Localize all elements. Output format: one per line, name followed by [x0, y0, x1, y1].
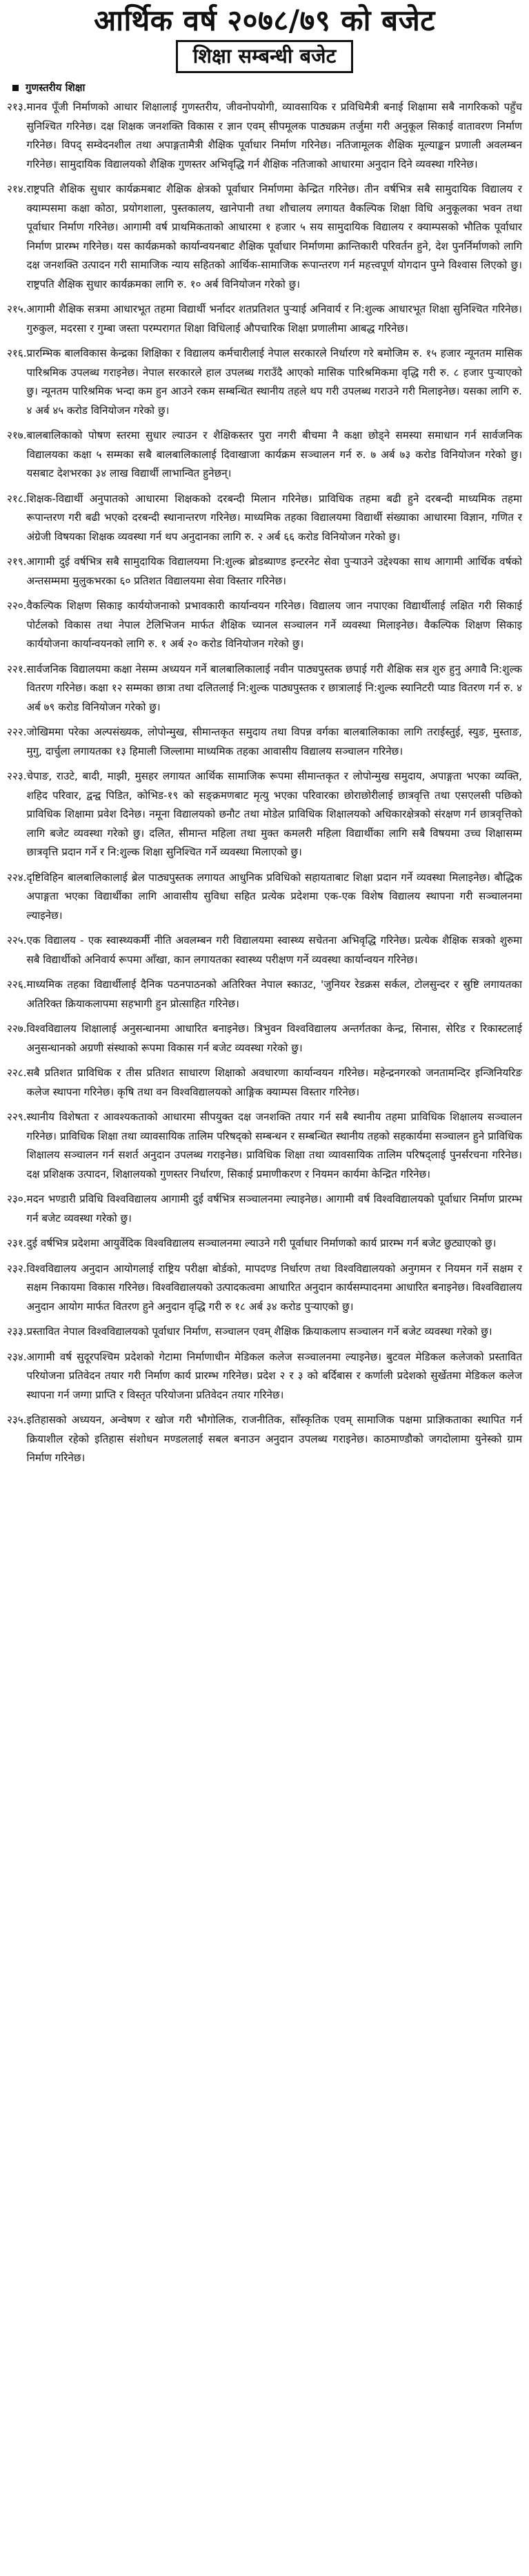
- item-text: बालबालिकाको पोषण स्तरमा सुधार ल्याउन र शैक्षिकस्तर पुरा नगरी बीचमा नै कक्षा छोड्ने समस्या समाधान गर्न सार्वजनिक विद्यालयका कक्षा ५ सम्मका सबै बालबालिकालाई दिवाखाजा कार्यक्रम सञ्चालन गर्न रु. ७ अर्ब ७३ करोड विनियोजन गरेको छु। यसबाट देशभरका ३४ लाख विद्यार्थी लाभान्वित हुनेछन्।: [26, 429, 522, 479]
- budget-item: [7, 300, 522, 338]
- subtitle-wrap: [7, 40, 522, 73]
- budget-item: [7, 1234, 522, 1254]
- item-number: २३०.: [7, 1193, 27, 1205]
- budget-item: [7, 660, 522, 717]
- budget-item: [7, 1411, 522, 1468]
- item-number: २२०.: [7, 600, 27, 612]
- item-text: मदन भण्डारी प्रविधि विश्वविद्यालय आगामी दुई वर्षभित्र सञ्चालनमा ल्याइनेछ। आगामी वर्ष विश्वविद्यालयको पूर्वाधार निर्माण प्रारम्भ गर्न बजेट व्यवस्था गरेको छु।: [26, 1193, 522, 1225]
- budget-item: [7, 98, 522, 174]
- item-number: २२१.: [7, 662, 27, 675]
- item-number: २२४.: [7, 871, 27, 884]
- square-bullet-icon: [12, 85, 19, 91]
- budget-item: [7, 553, 522, 591]
- budget-item: [7, 767, 522, 862]
- item-text: एक विद्यालय - एक स्वास्थ्यकर्मी नीति अवलम्बन गरी विद्यालयमा स्वास्थ्य सचेतना अभिवृद्धि गरिनेछ। प्रत्येक शैक्षिक सत्रको शुरुमा सबै विद्यार्थीको अनिवार्य रूपमा आँखा, कान लगायतका स्वास्थ्य परीक्षण गर्ने व्यवस्था कार्यान्वयन गरिनेछ।: [26, 934, 522, 966]
- item-number: २२८.: [7, 1067, 27, 1079]
- item-number: २१७.: [7, 429, 27, 442]
- item-text: दुई वर्षभित्र प्रदेशमा आयुर्वेदिक विश्वविद्यालय सञ्चालनमा ल्याउने गरी पूर्वाधार निर्माणको कार्य प्रारम्भ गर्न बजेट छुट्याएको छु।: [26, 1237, 497, 1249]
- item-text: आगामी वर्ष सुदूरपश्चिम प्रदेशको गेटामा निर्माणाधीन मेडिकल कलेज सञ्चालनमा ल्याइनेछ। बुटवल मेडिकल कलेजको प्रस्तावित परियोजना प्रतिवेदन तयार गरी निर्माण कार्य प्रारम्भ गरिनेछ। प्रदेश २ र ३ को बर्दिबास र कर्णाली प्रदेशको सुर्खेतमा मेडिकल कलेज स्थापना गर्न जग्गा प्राप्ति र विस्तृत परियोजना प्रतिवेदन तयार गरिनेछ।: [26, 1350, 523, 1401]
- item-text: स्थानीय विशेषता र आवश्यकताको आधारमा सीपयुक्त दक्ष जनशक्ति तयार गर्न सबै स्थानीय तहमा प्राविधिक शिक्षालय सञ्चालन गरिनेछ। प्राविधिक शिक्षा तथा व्यावसायिक तालिम परिषद्को सम्बन्धन र सम्बन्धित स्थानीय तहको सहकार्यमा सञ्चालन हुने प्राविधिक शिक्षालय सञ्चालन गर्न सशर्त अनुदान उपलब्ध गराइनेछ। प्राविधिक शिक्षा तथा व्यावसायिक तालिम परिषद्लाई पुनर्संरचना गरिनेछ। दक्ष प्रशिक्षक उत्पादन, शिक्षालयको गुणस्तर निर्धारण, सिकाई प्रमाणीकरण र नियमन कार्यमा केन्द्रित गरिनेछ।: [26, 1111, 522, 1180]
- budget-items-list: [7, 98, 522, 1468]
- item-number: २२५.: [7, 934, 27, 947]
- item-text: प्रारम्भिक बालविकास केन्द्रका शिक्षिका र विद्यालय कर्मचारीलाई नेपाल सरकारले निर्धारण गरे बमोजिम रु. १५ हजार न्यूनतम मासिक पारिश्रमिक उपलब्ध गराइनेछ। नेपाल सरकारले हाल उपलब्ध गराउँदै आएको मासिक पारिश्रमिकमा वृद्धि गरी रु. ८ हजार पुऱ्याएको छु। न्यूनतम पारिश्रमिक भन्दा कम हुन आउने रकम सम्बन्धित स्थानीय तहले थप गरी उपलब्ध गराउने गरी मिलाइनेछ। यसका लागि रु. ४ अर्ब ४५ करोड विनियोजन गरेको छु।: [26, 347, 522, 417]
- item-text: चेपाङ, राउटे, बादी, माझी, मुसहर लगायत आर्थिक सामाजिक रूपमा सीमान्तकृत र लोपोन्मुख समुदाय, अपाङ्गता भएका व्यक्ति, शहिद परिवार, द्वन्द्व पिडित, कोभिड-१९ को सङ्क्रमणबाट मृत्यु भएका परिवारका छोराछोरीलाई छात्रवृत्ति तथा एसएलसी पछिको प्राविधिक शिक्षामा प्रवेश दिनेछ। नमूना विद्यालयको छनौट तथा मोडेल प्राविधिक शिक्षालयको अधिकारक्षेत्रको संरक्षण गर्न छात्रवृत्तिको लागि बजेट व्यवस्था गरेको छु। दलित, सीमान्त महिला तथा मुक्त कमलरी महिला विद्यार्थीका लागि सबै विषयमा उच्च शिक्षासम्म छात्रवृत्ति प्रदान गर्ने र नि:शुल्क शिक्षा सुनिश्चित गर्ने व्यवस्था मिलाएको छु।: [26, 770, 522, 858]
- item-text: राष्ट्रपति शैक्षिक सुधार कार्यक्रमबाट शैक्षिक क्षेत्रको पूर्वाधार निर्माणमा केन्द्रित गरिनेछ। तीन वर्षभित्र सबै सामुदायिक विद्यालय र क्याम्पसमा कक्षा कोठा, प्रयोगशाला, पुस्तकालय, खानेपानी तथा शौचालय लगायत वैकल्पिक शिक्षा विधि अनुकूलका भवन तथा पूर्वाधार निर्माण गरिनेछ। आगामी वर्ष प्राथमिकताको आधारमा १ हजार ५ सय सामुदायिक विद्यालय र क्याम्पसको भौतिक पूर्वाधार निर्माण प्रारम्भ गरिनेछ। यस कार्यक्रमको कार्यान्वयनबाट शैक्षिक पूर्वाधार निर्माणमा क्रान्तिकारी परिवर्तन हुने, देश पुनर्निर्माणको लागि दक्ष जनशक्ति उत्पादन गरी सामाजिक न्याय सहितको आर्थिक-सामाजिक रूपान्तरण गर्न महत्त्वपूर्ण योगदान पुग्ने विश्वास लिएको छु। राष्ट्रपति शैक्षिक सुधार कार्यक्रमका लागि रु. १० अर्ब विनियोजन गरेको छु।: [26, 183, 522, 290]
- item-text: विश्वविद्यालय शिक्षालाई अनुसन्धानमा आधारित बनाइनेछ। त्रिभुवन विश्वविद्यालय अन्तर्गतका केन्द्र, सिनास, सेरिड र रिकास्टलाई अनुसन्धानको अग्रणी संस्थाको रूपमा विकास गर्न बजेट व्यवस्था गरेको छु।: [26, 1022, 522, 1054]
- section-heading-text: गुणस्तरीय शिक्षा: [26, 81, 86, 94]
- item-number: २२६.: [7, 978, 27, 991]
- budget-item: [7, 723, 522, 761]
- budget-item: [7, 931, 522, 969]
- budget-item: [7, 1260, 522, 1317]
- item-text: सार्वजनिक विद्यालयमा कक्षा नेसम्म अध्ययन गर्ने बालबालिकालाई नवीन पाठ्यपुस्तक छपाई गरी शैक्षिक सत्र शुरु हुनु अगावै नि:शुल्क वितरण गरिनेछ। कक्षा १२ सम्मका छात्रा तथा दलितलाई नि:शुल्क पाठ्यपुस्तक र छात्रालाई नि:शुल्क स्यानिटरी प्याड वितरण गर्न रु. ४ अर्ब ७९ करोड विनियोजन गरेको छु।: [26, 662, 522, 713]
- item-number: २१८.: [7, 492, 27, 505]
- item-number: २२९.: [7, 1111, 27, 1123]
- budget-item: [7, 1020, 522, 1058]
- budget-item: [7, 426, 522, 484]
- item-text: सबै प्रतिशत प्राविधिक र तीस प्रतिशत साधारण शिक्षाको अवधारणा कार्यान्वयन गरिनेछ। महेन्द्रनगरको जनतामन्दिर इन्जिनियरिङ कलेज स्थापना गरिनेछ। कृषि तथा वन विश्वविद्यालयको आङ्गिक क्याम्पस विस्तार गरिनेछ।: [26, 1067, 522, 1098]
- item-number: २१९.: [7, 555, 27, 568]
- page-subtitle-box: शिक्षा सम्बन्धी बजेट: [176, 40, 353, 73]
- page-title: आर्थिक वर्ष २०७८/७९ को बजेट: [94, 3, 435, 37]
- item-number: २३२.: [7, 1262, 27, 1275]
- item-text: माध्यमिक तहका विद्यार्थीलाई दैनिक पठनपाठनको अतिरिक्त नेपाल स्काउट, 'जुनियर रेडक्रस सर्कल, टोलसुन्दर र स्रुष्टि लगायतका अतिरिक्त क्रियाकलापमा सहभागी हुन प्रोत्साहित गरिनेछ।: [26, 978, 522, 1010]
- budget-item: [7, 1348, 522, 1405]
- budget-item: [7, 1322, 522, 1342]
- budget-item: [7, 490, 522, 547]
- item-number: २१४.: [7, 183, 27, 195]
- budget-item: [7, 180, 522, 294]
- item-number: २२७.: [7, 1022, 27, 1035]
- item-text: विश्वविद्यालय अनुदान आयोगलाई राष्ट्रिय परीक्षा बोर्डको, मापदण्ड निर्धारण तथा विश्वविद्यालयको अनुगमन र नियमन गर्ने सक्षम र सक्षम निकायमा विकास गरिनेछ। विश्वविद्यालयको उत्पादकत्वमा आधारित अनुदान कार्यसम्पादनमा आधारित बनाइनेछ। विश्वविद्यालय अनुदान आयोग मार्फत वितरण हुने अनुदान वृद्धि गरी रु १८ अर्ब ३४ करोड पुऱ्याएको छु।: [26, 1262, 522, 1313]
- item-text: आगामी शैक्षिक सत्रमा आधारभूत तहमा विद्यार्थी भर्नादर शतप्रतिशत पुऱ्याई अनिवार्य र नि:शुल्क आधारभूत शिक्षा सुनिश्चित गरिनेछ। गुरुकुल, मदरसा र गुम्बा जस्ता परम्परागत शिक्षा विधिलाई औपचारिक शिक्षा प्रणालीमा आबद्ध गरिनेछ।: [26, 303, 522, 335]
- budget-item: [7, 1064, 522, 1102]
- budget-item: [7, 975, 522, 1013]
- budget-item: [7, 1190, 522, 1228]
- budget-item: [7, 1108, 522, 1184]
- budget-item: [7, 597, 522, 654]
- item-text: जोखिममा परेका अल्पसंख्यक, लोपोन्मुख, सीमान्तकृत समुदाय तथा विपन्न वर्गका बालबालिकाका लागि तराईस्तुई, स्युङ, मुस्ताङ, मुगु, दार्चुला लगायतका १३ हिमाली जिल्लामा माध्यमिक तहका आवासीय विद्यालय सञ्चालन गरिनेछ।: [26, 726, 522, 757]
- item-number: २३३.: [7, 1325, 27, 1338]
- item-text: इतिहासको अध्ययन, अन्वेषण र खोज गरी भौगोलिक, राजनीतिक, साँस्कृतिक एवम् सामाजिक पक्षमा प्राज्ञिकताका स्थापित गर्न क्रियाशील रहेको इतिहास संशोधन मण्डललाई सबल बनाउन अनुदान उपलब्ध गराइनेछ। काठमाण्डौको जगदोलामा युनेस्को ग्राम निर्माण गरिनेछ।: [26, 1414, 522, 1464]
- budget-item: [7, 344, 522, 420]
- item-number: २३१.: [7, 1237, 27, 1249]
- item-text: मानव पूँजी निर्माणको आधार शिक्षालाई गुणस्तरीय, जीवनोपयोगी, व्यावसायिक र प्रविधिमैत्री बनाई शिक्षामा सबै नागरिकको पहुँच सुनिश्चित गरिनेछ। दक्ष शिक्षक जनशक्ति विकास र ज्ञान एवम् सीपमूलक पाठ्यक्रम तर्जुमा गरी अनुकूल सिकाई वातावरण निर्माण गरिनेछ। विपद् सम्वेदनशील तथा अपाङ्गतामैत्री शैक्षिक पूर्वाधार निर्माण गरिनेछ। नतिजामूलक शैक्षिक मूल्याङ्कन प्रणाली अवलम्बन गरिनेछ। सामुदायिक विद्यालयको शैक्षिक गुणस्तर अभिवृद्धि गर्न शैक्षिक नतिजाको आधारमा अनुदान दिने व्यवस्था गरिनेछ।: [26, 101, 522, 170]
- item-text: आगामी दुई वर्षभित्र सबै सामुदायिक विद्यालयमा नि:शुल्क ब्रोडब्याण्ड इन्टरनेट सेवा पुऱ्याउने उद्देश्यका साथ आगामी आर्थिक वर्षको अन्तसम्ममा मुलुकभरका ६० प्रतिशत विद्यालयमा सेवा विस्तार गरिनेछ।: [26, 555, 522, 587]
- item-text: प्रस्तावित नेपाल विश्वविद्यालयको पूर्वाधार निर्माण, सञ्चालन एवम् शैक्षिक क्रियाकलाप सञ्चालन गर्ने बजेट व्यवस्था गरेको छु।: [26, 1325, 492, 1338]
- budget-item: [7, 869, 522, 926]
- item-number: २१३.: [7, 101, 27, 113]
- item-text: दृष्टिविहिन बालबालिकालाई ब्रेल पाठ्यपुस्तक लगायत आधुनिक प्रविधिको सहायताबाट शिक्षा प्रदान गर्ने व्यवस्था मिलाइनेछ। बौद्धिक अपाङ्गता भएका विद्यार्थीका लागि आवासीय सुविधा सहित प्रत्येक प्रदेशमा एक-एक विशेष विद्यालय स्थापना गरी सञ्चालनमा ल्याइनेछ।: [26, 871, 522, 922]
- item-text: शिक्षक-विद्यार्थी अनुपातको आधारमा शिक्षकको दरबन्दी मिलान गरिनेछ। प्राविधिक तहमा बढी हुने दरबन्दी माध्यमिक तहमा रूपान्तरण गरी बढी भएको दरबन्दी स्थानान्तरण गरिनेछ। माध्यमिक तहका विद्यालयमा विद्यार्थी संख्याका आधारमा विज्ञान, गणित र अंग्रेजी विषयका शिक्षक व्यवस्था गर्न थप अनुदानका लागि रु. २ अर्ब ६६ करोड विनियोजन गरेको छु।: [26, 492, 522, 543]
- item-number: २१६.: [7, 347, 27, 359]
- item-number: २३४.: [7, 1350, 27, 1363]
- section-heading: [7, 80, 522, 95]
- item-number: २२३.: [7, 770, 27, 782]
- item-number: २२२.: [7, 726, 27, 738]
- item-number: २१५.: [7, 303, 27, 315]
- item-number: २३५.: [7, 1414, 27, 1426]
- item-text: वैकल्पिक शिक्षण सिकाइ कार्ययोजनाको प्रभावकारी कार्यान्वयन गरिनेछ। विद्यालय जान नपाएका विद्यार्थीलाई लक्षित गरी सिकाई पोर्टलको विकास तथा नेपाल टेलिभिजन मार्फत शैक्षिक च्यानल सञ्चालन गर्ने व्यवस्था मिलाइनेछ। वैकल्पिक शिक्षण सिकाइ कार्ययोजना कार्यान्वयनको लागि रु. १ अर्ब २० करोड विनियोजन गरेको छु।: [26, 600, 522, 650]
